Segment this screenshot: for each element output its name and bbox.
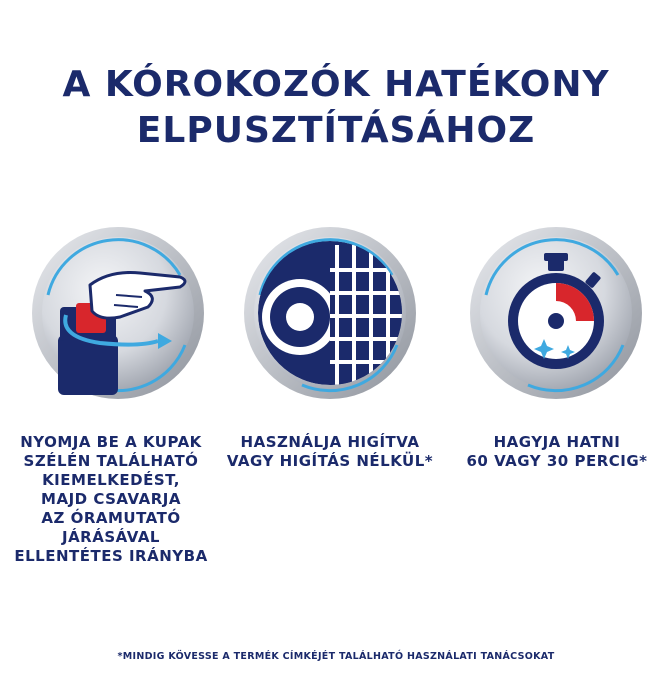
- step-1-line: AZ ÓRAMUTATÓ: [41, 509, 181, 527]
- step-1-line: SZÉLÉN TALÁLHATÓ: [23, 452, 199, 470]
- title-line-2: ELPUSZTÍTÁSÁHOZ: [136, 110, 536, 151]
- step-1-line: NYOMJA BE A KUPAK: [20, 433, 202, 451]
- step-3-badge: [468, 225, 644, 401]
- step-2-line: VAGY HIGÍTÁS NÉLKÜL*: [226, 452, 434, 470]
- step-1-line: MAJD CSAVARJA: [41, 490, 181, 508]
- footnote: *MINDIG KÖVESSE A TERMÉK CÍMKÉJÉT TALÁLHATÓ HASZNÁLATI TANÁCSOKAT: [117, 651, 555, 662]
- drain-grid-icon: [242, 225, 418, 401]
- step-1-line: KIEMELKEDÉST,: [42, 471, 180, 489]
- page-title: [0, 62, 672, 154]
- title-line-1: A KÓROKOZÓK HATÉKONY: [62, 64, 610, 105]
- step-1-badge: [30, 225, 206, 401]
- step-2-text: [220, 433, 440, 471]
- step-3-line: 60 VAGY 30 PERCIG*: [466, 452, 648, 470]
- step-2-badge: [242, 225, 418, 401]
- stopwatch-icon: [468, 225, 644, 401]
- step-1-text: [0, 433, 222, 566]
- step-3-line: HAGYJA HATNI: [493, 433, 621, 451]
- step-1-line: JÁRÁSÁVAL: [61, 528, 160, 546]
- step-3-text: [446, 433, 668, 471]
- step-2-line: HASZNÁLJA HIGÍTVA: [240, 433, 420, 451]
- hand-twist-cap-icon: [30, 225, 206, 401]
- step-1-line: ELLENTÉTES IRÁNYBA: [14, 547, 208, 565]
